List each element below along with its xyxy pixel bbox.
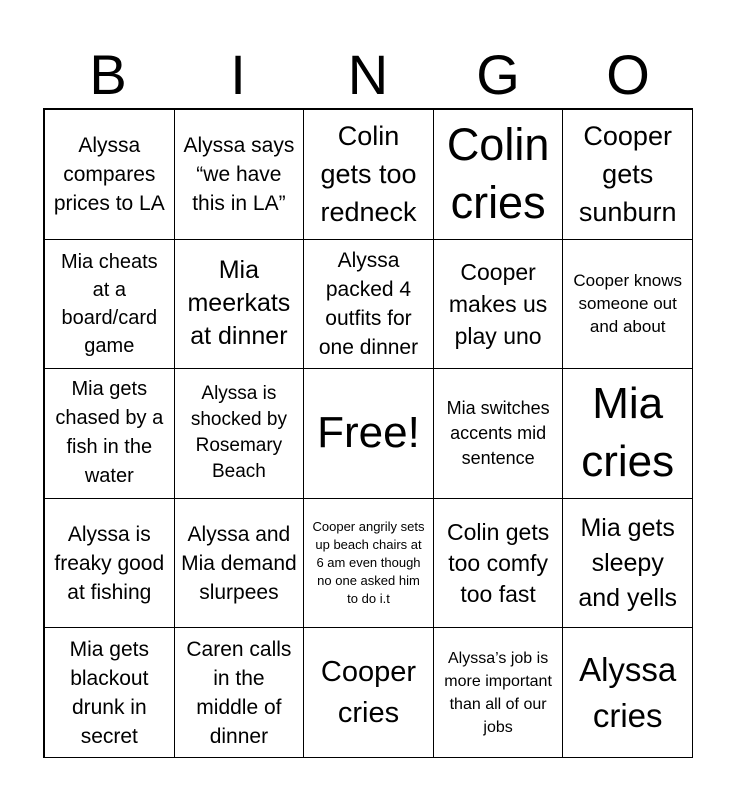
header-letter-i: I — [230, 43, 246, 106]
bingo-cell[interactable] — [44, 498, 175, 629]
cell-text: Cooper gets sunburn — [578, 121, 677, 228]
bingo-cell[interactable] — [174, 627, 305, 758]
cell-text: Alyssa’s job is more important than all of our jobs — [444, 649, 552, 736]
bingo-cell[interactable] — [433, 239, 564, 370]
cell-text: Alyssa compares prices to LA — [53, 133, 165, 215]
bingo-cell[interactable] — [44, 627, 175, 758]
bingo-cell[interactable] — [562, 498, 693, 629]
bingo-cell[interactable] — [433, 627, 564, 758]
cell-text: Colin cries — [446, 119, 550, 229]
bingo-cell[interactable] — [562, 239, 693, 370]
cell-text: Mia gets sleepy and yells — [578, 513, 678, 612]
bingo-header — [43, 44, 693, 106]
cell-text: Mia gets blackout drunk in secret — [69, 637, 149, 748]
bingo-cell[interactable] — [562, 109, 693, 240]
bingo-cell[interactable] — [44, 109, 175, 240]
header-letter-n: N — [347, 43, 389, 106]
header-letter-g: G — [476, 43, 520, 106]
cell-text: Alyssa and Mia demand slurpees — [181, 522, 297, 604]
header-letter-o: O — [606, 43, 650, 106]
cell-text: Mia meerkats at dinner — [187, 256, 291, 351]
bingo-cell[interactable] — [303, 239, 434, 370]
bingo-cell[interactable] — [433, 498, 564, 629]
bingo-cell[interactable] — [174, 109, 305, 240]
cell-text: Alyssa is freaky good at fishing — [54, 522, 165, 604]
header-letter-b: B — [89, 43, 127, 106]
bingo-card — [43, 108, 693, 758]
bingo-cell[interactable] — [44, 239, 175, 370]
cell-text: Mia switches accents mid sentence — [446, 397, 550, 468]
cell-text: Alyssa packed 4 outfits for one dinner — [318, 248, 419, 359]
bingo-cell[interactable] — [44, 368, 175, 499]
bingo-cell[interactable] — [433, 109, 564, 240]
bingo-cell[interactable] — [433, 368, 564, 499]
bingo-cell[interactable] — [174, 498, 305, 629]
cell-text: Cooper makes us play uno — [448, 258, 548, 349]
bingo-cell[interactable] — [174, 368, 305, 499]
cell-text: Mia gets chased by a fish in the water — [55, 378, 164, 488]
cell-text: Cooper knows someone out and about — [573, 271, 683, 337]
cell-text: Alyssa is shocked by Rosemary Beach — [190, 383, 287, 483]
cell-text: Free! — [317, 408, 420, 458]
cell-text: Cooper cries — [320, 655, 417, 729]
cell-text: Alyssa cries — [579, 650, 677, 734]
free-space-cell[interactable] — [303, 368, 434, 499]
bingo-cell[interactable] — [562, 627, 693, 758]
bingo-cell[interactable] — [303, 109, 434, 240]
cell-text: Colin gets too redneck — [320, 121, 417, 228]
cell-text: Colin gets too comfy too fast — [446, 518, 550, 607]
bingo-cell[interactable] — [303, 627, 434, 758]
cell-text: Cooper angrily sets up beach chairs at 6 am even though no one asked him to do i.t — [312, 519, 425, 607]
bingo-cell[interactable] — [174, 239, 305, 370]
cell-text: Alyssa says “we have this in LA” — [183, 133, 295, 215]
bingo-cell[interactable] — [303, 498, 434, 629]
cell-text: Mia cries — [581, 379, 675, 487]
bingo-cell[interactable] — [562, 368, 693, 499]
cell-text: Caren calls in the middle of dinner — [186, 637, 292, 748]
cell-text: Mia cheats at a board/card game — [60, 250, 158, 357]
